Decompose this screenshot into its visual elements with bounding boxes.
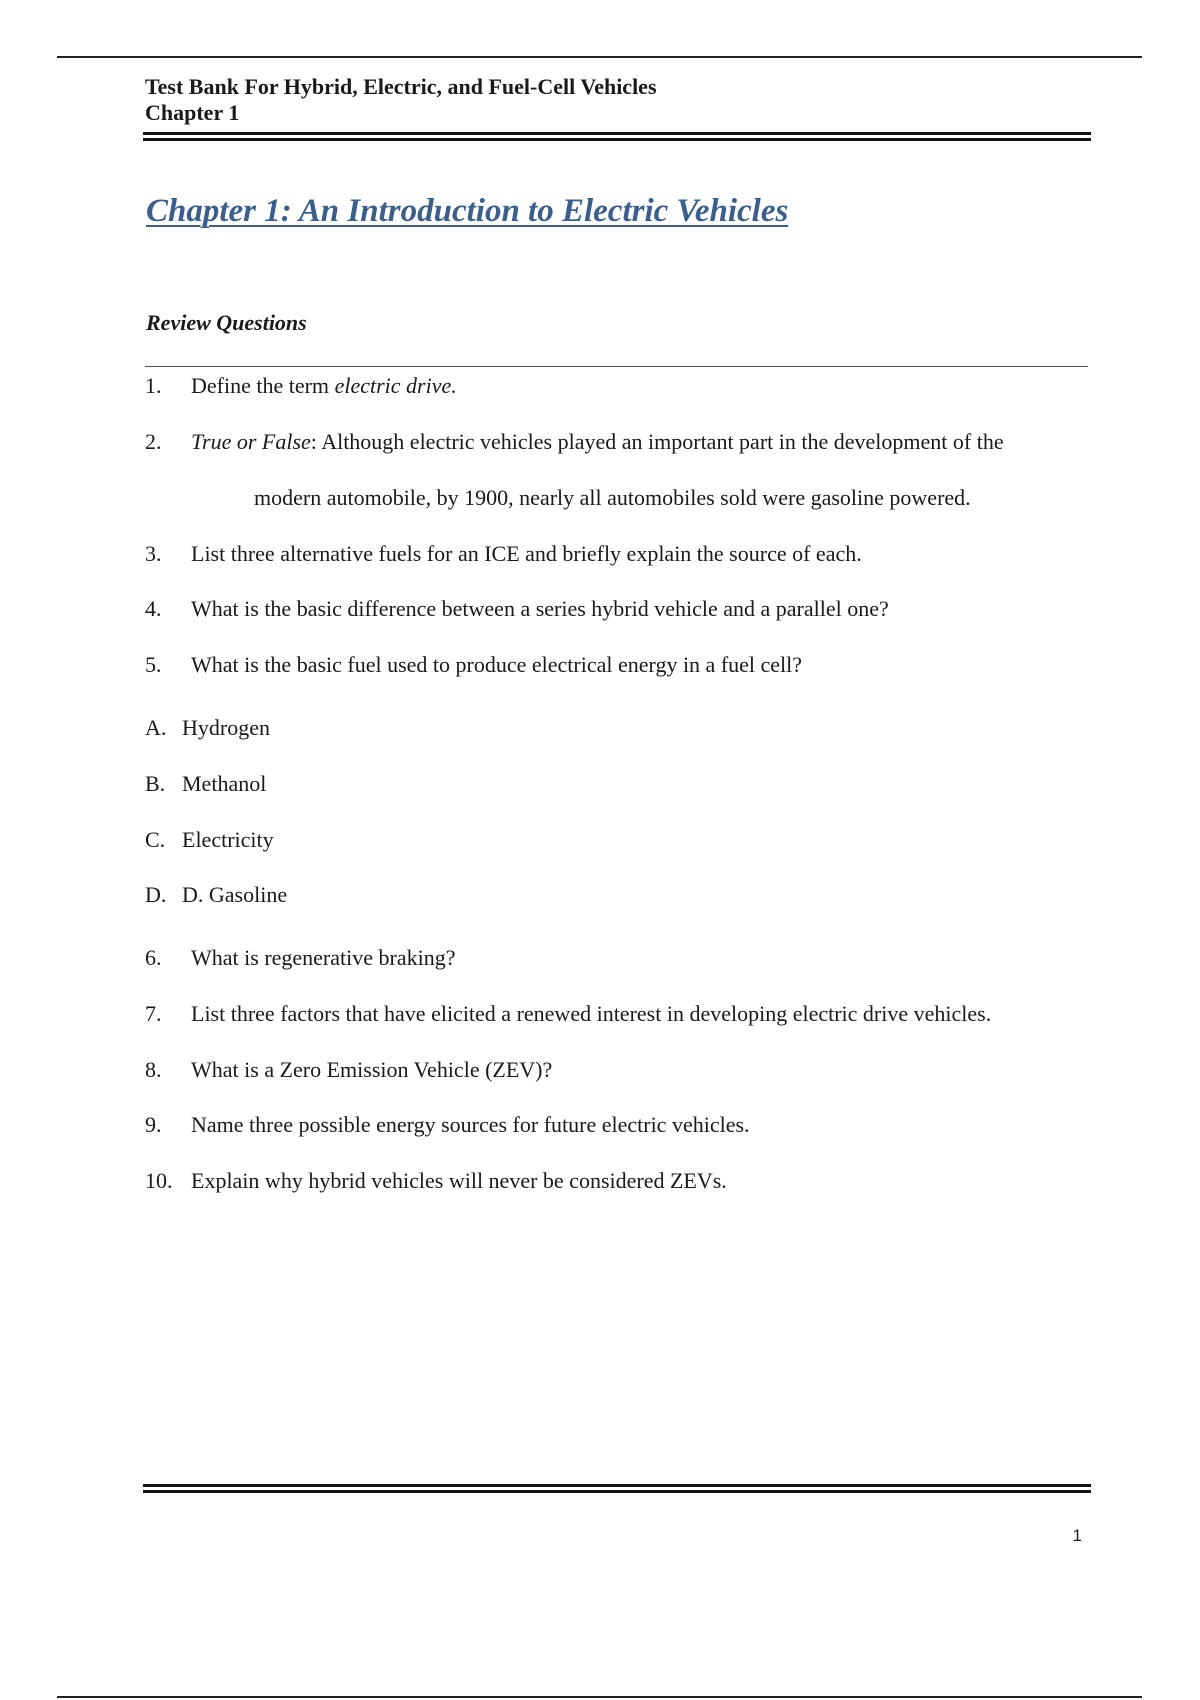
question-10: 10. Explain why hybrid vehicles will never be considered ZEVs.: [145, 1168, 727, 1193]
option-d: D. D. Gasoline: [145, 882, 288, 907]
question-6: 6. What is regenerative braking?: [145, 945, 456, 970]
chapter-title: Chapter 1: An Introduction to Electric Vehicles: [146, 193, 789, 229]
header-title: Test Bank For Hybrid, Electric, and Fuel-Cell Vehicles: [145, 74, 657, 99]
question-9: 9. Name three possible energy sources for future electric vehicles.: [145, 1112, 750, 1137]
footer-double-rule: [143, 1484, 1091, 1493]
question-8: 8. What is a Zero Emission Vehicle (ZEV)?: [145, 1057, 553, 1082]
option-b: B. Methanol: [145, 771, 267, 796]
option-a: A. Hydrogen: [145, 715, 270, 740]
question-7: 7. List three factors that have elicited a renewed interest in developing electric drive vehicles.: [145, 1001, 992, 1026]
page-header: [145, 74, 657, 126]
question-3: 3. List three alternative fuels for an ICE and briefly explain the source of each.: [145, 541, 862, 566]
page-number: 1: [1072, 1526, 1082, 1545]
question-2-continuation: modern automobile, by 1900, nearly all automobiles sold were gasoline powered.: [254, 485, 971, 510]
bottom-border-rule: [57, 1696, 1142, 1698]
section-title: Review Questions: [146, 310, 307, 335]
header-chapter: Chapter 1: [145, 100, 240, 125]
section-divider: [145, 366, 1088, 367]
question-4: 4. What is the basic difference between a series hybrid vehicle and a parallel one?: [145, 596, 889, 621]
option-c: C. Electricity: [145, 827, 274, 852]
top-border-rule: [57, 56, 1142, 58]
header-double-rule: [143, 132, 1091, 141]
question-5: 5. What is the basic fuel used to produce electrical energy in a fuel cell?: [145, 652, 803, 677]
question-2: 2. True or False: Although electric vehicles played an important part in the development of the: [145, 429, 1004, 454]
question-1: 1. Define the term electric drive.: [145, 373, 457, 398]
